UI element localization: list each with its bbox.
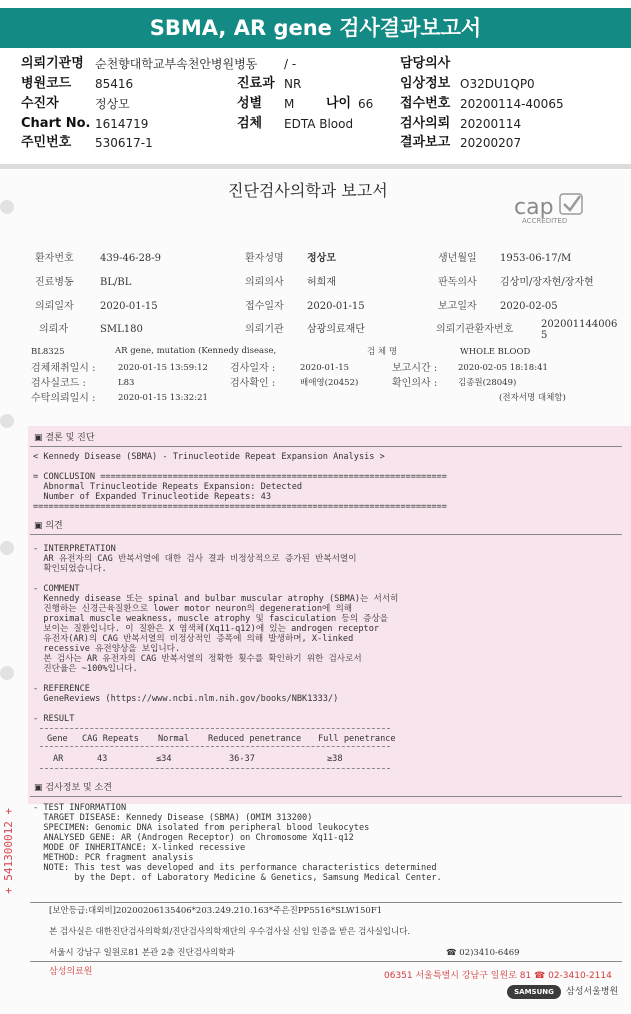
value-sex: M: [284, 97, 295, 111]
label-hospital-code: 병원코드: [21, 76, 72, 91]
value-department: NR: [284, 77, 302, 91]
comment-line: 본 검사는 AR 유전자의 CAG 반복서열의 정확한 횟수를 확인하기 위한 검사로서: [33, 654, 362, 664]
value-ordering-physician: 허희재: [307, 277, 336, 288]
value-test-verifier: 배애영(20452): [300, 378, 359, 388]
label-age: 나이: [326, 96, 352, 111]
interpretation-heading: - INTERPRETATION: [33, 544, 116, 554]
label-department: 진료과: [237, 76, 275, 91]
samsung-logo: SAMSUNG: [507, 985, 561, 999]
label-birth-date: 생년월일: [438, 253, 477, 264]
value-clinical-info: O32DU1QP0: [460, 77, 535, 91]
value-confirming-physician: 김종원(28049): [458, 378, 517, 388]
value-age: 66: [358, 97, 374, 111]
label-requesting-institution: 의뢰기관명: [21, 56, 84, 71]
result-cell-normal: ≤34: [156, 754, 172, 764]
test-info-line: ANALYSED GENE: AR (Androgen Receptor) on Chromosome Xq11-q12: [33, 833, 354, 843]
value-birth-date: 1953-06-17/M: [500, 253, 572, 264]
section-opinion-heading: ▣ 의견: [34, 521, 63, 531]
comment-line: proximal muscle weakness, muscle atrophy 및 fasciculation 등의 증상을: [33, 614, 389, 624]
result-cell-cag: 43: [97, 754, 108, 764]
reference-link: GeneReviews (https://www.ncbi.nlm.nih.gov/books/NBK1333/): [33, 694, 339, 704]
value-ward: BL/BL: [100, 277, 132, 288]
value-collection-time: 2020-01-15 13:59:12: [118, 363, 208, 373]
barcode-side-number: + 541300012 +: [2, 807, 15, 895]
label-patient-no: 환자번호: [35, 253, 74, 264]
label-consignment-time: 수탁의뢰일시 :: [31, 393, 96, 404]
comment-line: 진단율은 ~100%입니다.: [33, 664, 138, 674]
value-requester: SML180: [100, 324, 143, 335]
label-specimen: 검체: [237, 116, 263, 131]
result-header-reduced: Reduced penetrance: [208, 734, 302, 744]
value-test-date: 2020-01-15: [300, 363, 350, 373]
section-test-info-heading: ▣ 검사정보 및 소견: [34, 783, 112, 793]
table-rule: [40, 728, 390, 729]
interpretation-text: AR 유전자의 CAG 반복서열에 대한 검사 결과 비정상적으로 증가된 반복서열이: [33, 554, 357, 564]
value-resident-no: 530617-1: [95, 136, 153, 150]
label-attending-physician: 담당의사: [400, 56, 451, 71]
footer-address: 06351 서울특별시 강남구 일원로 81 ☎ 02-3410-2114: [384, 971, 612, 981]
comment-line: 유전자(AR)의 CAG 반복서열의 비정상적인 증폭에 의해 발생하며, X-linked: [33, 634, 354, 644]
label-requesting-org: 의뢰기관: [245, 324, 284, 335]
divider-line: [30, 961, 622, 962]
divider-line: [30, 446, 622, 447]
label-request-date: 의뢰일자: [35, 301, 74, 312]
value-requesting-org: 삼광의료재단: [307, 324, 365, 335]
comment-heading: - COMMENT: [33, 584, 80, 594]
result-heading: - RESULT: [33, 714, 75, 724]
value-lab-code: L83: [118, 378, 135, 388]
cap-logo-text: cap: [514, 195, 554, 220]
reference-heading: - REFERENCE: [33, 684, 90, 694]
ward-slash: / -: [284, 57, 297, 71]
value-receipt-date: 2020-01-15: [307, 301, 365, 312]
e-signature-note: (전자서명 대체함): [499, 393, 566, 403]
label-accession-no: 접수번호: [400, 96, 451, 111]
label-chart-no: Chart No.: [21, 116, 91, 131]
comment-line: Kennedy disease 또는 spinal and bulbar muscular atrophy (SBMA)는 서서히: [33, 594, 399, 604]
label-test-verifier: 검사확인 :: [230, 378, 276, 389]
value-patient: 정상모: [95, 97, 130, 111]
label-org-patient-no: 의뢰기관환자번호: [436, 324, 514, 335]
label-lab-code: 검사실코드 :: [31, 378, 86, 389]
result-cell-full: ≥38: [327, 754, 343, 764]
label-sex: 성별: [237, 96, 263, 111]
test-info-heading: - TEST INFORMATION: [33, 803, 127, 813]
binder-hole: [0, 541, 14, 555]
test-code: BL8325: [31, 347, 65, 357]
header-divider: [0, 164, 631, 169]
value-report-time: 2020-02-05 18:18:41: [458, 363, 548, 373]
value-hospital-code: 85416: [95, 77, 134, 91]
label-resident-no: 주민번호: [21, 135, 72, 150]
label-report-time: 보고시간 :: [392, 363, 438, 374]
value-patient-no: 439-46-28-9: [100, 253, 162, 264]
label-result-report: 결과보고: [400, 135, 451, 150]
label-clinical-info: 임상정보: [400, 76, 451, 91]
conclusion-expansion: Abnormal Trinucleotide Repeats Expansion: Detected: [33, 482, 303, 492]
value-test-request: 20200114: [460, 117, 522, 131]
label-requester: 의뢰자: [39, 324, 68, 335]
label-reading-physician: 판독의사: [438, 277, 477, 288]
certification-line: 본 검사실은 대한진단검사의학회/진단검사의학재단의 우수검사실 신임 인증을 받은 검사실입니다.: [49, 927, 411, 937]
comment-line: recessive 유전양상을 보입니다.: [33, 644, 181, 654]
security-line: [보안등급:대외비]20200206135406*203.249.210.163*주은진PP5516*SLW150F1: [49, 906, 383, 916]
value-consignment-time: 2020-01-15 13:32:21: [118, 393, 208, 403]
footer-medical-center: 삼성의료원: [49, 967, 93, 977]
disease-title-line: < Kennedy Disease (SBMA) - Trinucleotide Repeat Expansion Analysis >: [33, 452, 385, 462]
cap-accredited-logo: [512, 190, 590, 226]
value-request-date: 2020-01-15: [100, 301, 158, 312]
value-reading-physician: 김상미/장자현/장자현: [500, 277, 594, 288]
result-header-normal: Normal: [158, 734, 190, 744]
conclusion-footer: ================================================================================: [33, 502, 447, 512]
binder-hole: [0, 666, 14, 680]
label-ordering-physician: 의뢰의사: [245, 277, 284, 288]
label-test-date: 검사일자 :: [230, 363, 276, 374]
binder-hole: [0, 200, 14, 214]
result-header-cag: CAG Repeats: [82, 734, 139, 744]
test-info-line: MODE OF INHERITANCE: X-linked recessive: [33, 843, 246, 853]
label-collection-time: 검체채취일시 :: [31, 363, 96, 374]
test-info-line: by the Dept. of Laboratory Medicine & Genetics, Samsung Medical Center.: [33, 873, 442, 883]
conclusion-header: = CONCLUSION ===================================================================: [33, 472, 447, 482]
interpretation-text: 확인되었습니다.: [33, 564, 107, 574]
result-header-full: Full penetrance: [318, 734, 396, 744]
table-rule: [40, 768, 390, 769]
value-patient-name: 정상모: [307, 253, 336, 264]
divider-line: [30, 534, 622, 535]
label-test-request: 검사의뢰: [400, 116, 451, 131]
divider-line: [30, 902, 622, 903]
label-ward: 진료병동: [35, 277, 74, 288]
test-info-line: NOTE: This test was developed and its performance characteristics determined: [33, 863, 437, 873]
value-chart-no: 1614719: [95, 117, 149, 131]
test-info-line: METHOD: PCR fragment analysis: [33, 853, 194, 863]
test-info-line: SPECIMEN: Genomic DNA isolated from peripheral blood leukocytes: [33, 823, 370, 833]
label-report-date: 보고일자: [438, 301, 477, 312]
value-accession-no: 20200114-40065: [460, 97, 564, 111]
test-info-line: TARGET DISEASE: Kennedy Disease (SBMA) (OMIM 313200): [33, 813, 313, 823]
report-title-bar: SBMA, AR gene 검사결과보고서: [0, 8, 631, 48]
divider-line: [30, 796, 622, 797]
value-report-date: 2020-02-05: [500, 301, 558, 312]
value-org-patient-no: 202001144006: [541, 319, 618, 330]
value-requesting-institution: 순천향대학교부속천안병원병동: [95, 57, 258, 71]
value-result-report: 20200207: [460, 136, 522, 150]
comment-line: 보이는 질환입니다. 이 질환은 X 염색체(Xq11-q12)에 있는 androgen receptor: [33, 624, 380, 634]
label-confirming-physician: 확인의사 :: [392, 378, 438, 389]
value-org-patient-no-suffix: 5: [541, 330, 548, 341]
label-patient-name: 환자성명: [245, 253, 284, 264]
lab-address: 서울시 강남구 일원로81 본관 2층 진단검사의학과: [49, 948, 235, 958]
result-header-gene: Gene: [47, 734, 68, 744]
value-specimen: EDTA Blood: [284, 117, 354, 131]
label-patient: 수진자: [21, 96, 59, 111]
result-cell-gene: AR: [53, 754, 64, 764]
lab-phone: ☎ 02)3410-6469: [446, 948, 520, 958]
test-name: AR gene, mutation (Kennedy disease,: [115, 346, 277, 356]
table-rule: [40, 746, 390, 747]
result-cell-reduced: 36-37: [229, 754, 255, 764]
conclusion-repeats: Number of Expanded Trinucleotide Repeats: 43: [33, 492, 271, 502]
hospital-name: 삼성서울병원: [566, 987, 619, 997]
comment-line: 진행하는 신경근육질환으로 lower motor neuron의 degeneration에 의해: [33, 604, 353, 614]
report-title: 진단검사의학과 보고서: [228, 181, 388, 200]
label-receipt-date: 접수일자: [245, 301, 284, 312]
binder-hole: [0, 414, 14, 428]
section-conclusion-heading: ▣ 결론 및 진단: [34, 433, 95, 443]
cap-logo-subtext: ACCREDITED: [522, 217, 568, 225]
label-specimen-name: 검 체 명: [367, 347, 398, 357]
value-specimen-name: WHOLE BLOOD: [460, 347, 531, 357]
